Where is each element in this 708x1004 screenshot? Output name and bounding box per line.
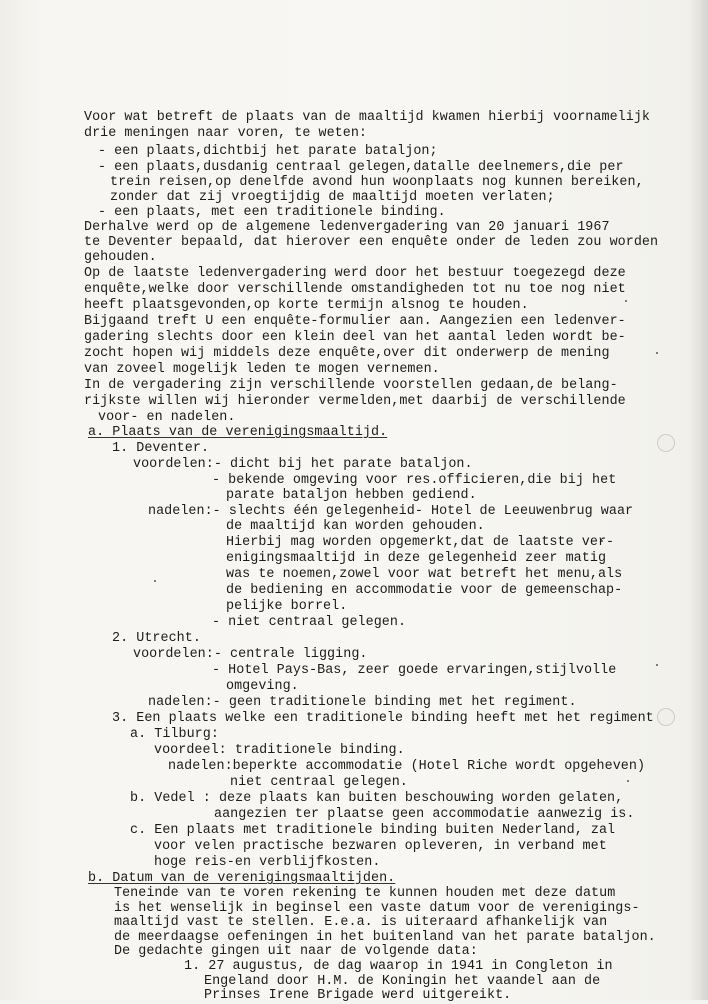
- text-line: - een plaats, met een traditionele binding.: [98, 205, 446, 220]
- text-line: c. Een plaats met traditionele binding buiten Nederland, zal: [130, 823, 616, 838]
- ink-speck: [625, 300, 627, 302]
- text-line: - een plaats,dusdanig centraal gelegen,datalle deelnemers,die per: [98, 160, 624, 175]
- text-line: gehouden.: [84, 250, 157, 265]
- text-line: rijkste willen wij hieronder vermelden,met daarbij de verschillende: [84, 394, 626, 409]
- text-line: Derhalve werd op de algemene ledenvergadering van 20 januari 1967: [84, 220, 610, 235]
- text-line: a. Tilburg:: [130, 727, 219, 742]
- text-line: enigingsmaaltijd in deze gelegenheid zeer matig: [226, 551, 607, 566]
- text-line: Bijgaand treft U een enquête-formulier aan. Aangezien een ledenver-: [84, 314, 626, 329]
- text-line: pelijke borrel.: [226, 599, 348, 614]
- text-line: nadelen:- geen traditionele binding met het regiment.: [148, 695, 577, 710]
- section-heading-a: a. Plaats van de verenigingsmaaltijd.: [88, 425, 388, 440]
- text-line: - bekende omgeving voor res.officieren,die bij het: [212, 473, 617, 488]
- punch-hole-top: [657, 434, 675, 452]
- text-line: voor velen practische bezwaren opleveren, in verband met: [154, 839, 607, 854]
- text-line: omgeving.: [226, 679, 299, 694]
- section-heading-b: b. Datum van de verenigingsmaaltijden.: [88, 871, 396, 886]
- text-line: drie meningen naar voren, te weten:: [84, 126, 367, 141]
- text-line: Hierbij mag worden opgemerkt,dat de laatste ver-: [226, 535, 615, 550]
- text-line: niet centraal gelegen.: [230, 775, 408, 790]
- text-line: - niet centraal gelegen.: [212, 615, 407, 630]
- ink-speck: [627, 780, 629, 782]
- text-line: zocht hopen wij middels deze enquête,over dit onderwerp de mening: [84, 346, 610, 361]
- text-line: maaltijd vast te stellen. E.e.a. is uiteraard afhankelijk van: [114, 915, 608, 931]
- text-line: trein reisen,op denelfde avond hun woonplaats nog kunnen bereiken,: [110, 175, 644, 190]
- text-line: b. Vedel : deze plaats kan buiten beschouwing worden gelaten,: [130, 791, 624, 806]
- subsection-utrecht: 2. Utrecht.: [112, 631, 201, 646]
- punch-hole-bottom: [657, 708, 675, 726]
- text-line: Teneinde van te voren rekening te kunnen houden met deze datum: [114, 886, 616, 901]
- text-line: voordelen:- dicht bij het parate bataljon.: [133, 457, 473, 472]
- text-line: - Hotel Pays-Bas, zeer goede ervaringen,stijlvolle: [212, 663, 617, 678]
- text-line: zonder dat zij vroegtijdig de maaltijd moeten verlaten;: [110, 190, 555, 205]
- text-line: parate bataljon hebben gediend.: [226, 488, 477, 503]
- subsection-traditional: 3. Een plaats welke een traditionele binding heeft met het regiment: [112, 711, 654, 726]
- text-line: nadelen:- slechts één gelegenheid- Hotel de Leeuwenbrug waar: [148, 504, 634, 519]
- ink-speck: [656, 352, 658, 354]
- text-line: van zoveel mogelijk leden te mogen vernemen.: [84, 362, 440, 377]
- text-line: Engeland door H.M. de Koningin het vaandel aan de: [204, 973, 601, 989]
- ink-speck: [154, 580, 156, 582]
- text-line: was te noemen,zowel voor wat betreft het menu,als: [226, 567, 623, 582]
- text-line: aangezien ter plaatse geen accommodatie aanwezig is.: [214, 807, 635, 822]
- text-line: De gedachte gingen uit naar de volgende data:: [114, 944, 478, 960]
- text-line: enquête,welke door verschillende omstandigheden tot nu toe nog niet: [84, 282, 626, 297]
- text-line: hoge reis-en verblijfkosten.: [154, 855, 381, 870]
- text-line: Prinses Irene Brigade werd uitgereikt.: [204, 988, 512, 1004]
- text-line: 1. 27 augustus, de dag waarop in 1941 in Congleton in: [184, 959, 613, 974]
- text-line: - een plaats,dichtbij het parate bataljon;: [98, 144, 438, 159]
- text-line: voordeel: traditionele binding.: [154, 743, 405, 758]
- text-line: Voor wat betreft de plaats van de maaltijd kwamen hierbij voornamelijk: [84, 110, 650, 125]
- text-line: de meerdaagse oefeningen in het buitenland van het parate bataljon.: [114, 929, 656, 945]
- text-line: heeft plaatsgevonden,op korte termijn alsnog te houden.: [84, 298, 529, 313]
- text-line: In de vergadering zijn verschillende voorstellen gedaan,de belang-: [84, 378, 618, 393]
- ink-speck: [656, 664, 658, 666]
- text-line: Op de laatste ledenvergadering werd door het bestuur toegezegd deze: [84, 266, 626, 281]
- subsection-deventer: 1. Deventer.: [112, 441, 210, 456]
- text-line: de maaltijd kan worden gehouden.: [226, 519, 485, 534]
- text-line: is het wenselijk in beginsel een vaste datum voor de verenigings-: [114, 900, 640, 916]
- text-line: voordelen:- centrale ligging.: [133, 647, 368, 662]
- page-edge-shadow: [688, 0, 708, 1000]
- text-line: te Deventer bepaald, dat hierover een enquête onder de leden zou worden: [84, 235, 659, 250]
- text-line: nadelen:beperkte accommodatie (Hotel Riche wordt opgeheven): [168, 759, 646, 774]
- text-line: de bediening en accommodatie voor de gemeenschap-: [226, 583, 623, 598]
- text-line: voor- en nadelen.: [98, 410, 236, 425]
- text-line: gadering slechts door een klein deel van het aantal leden wordt be-: [84, 330, 626, 345]
